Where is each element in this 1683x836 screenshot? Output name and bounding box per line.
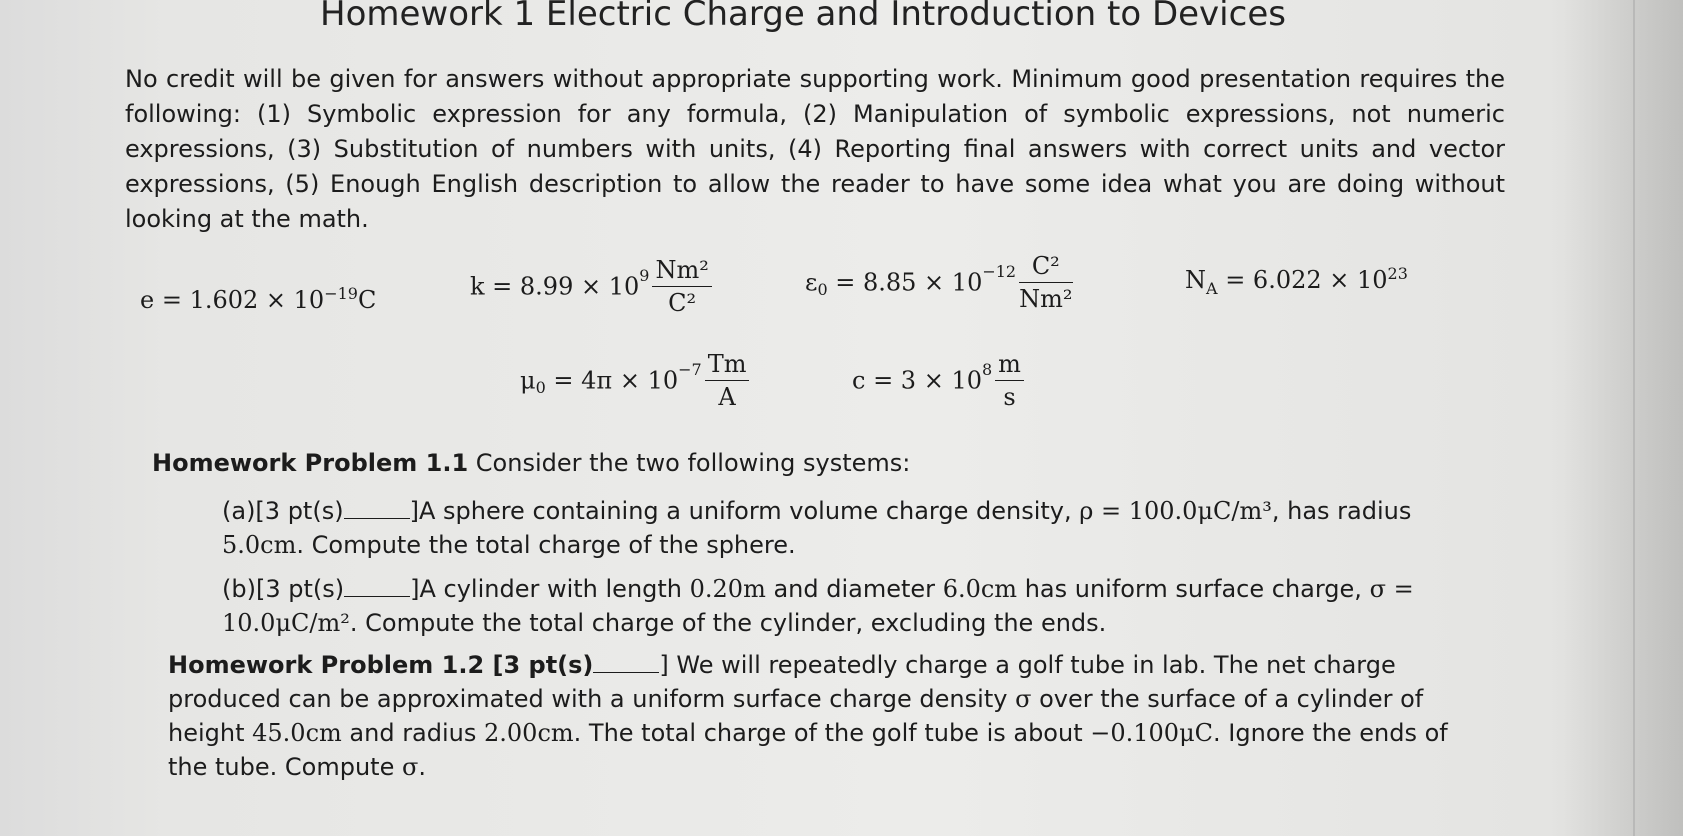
constant-eps0-fraction [1019,252,1072,313]
part-a-score-blank [344,496,410,519]
constant-c-exp: 8 [981,360,993,379]
constant-k-lhs: k = 8.99 × 10 [470,272,640,301]
part-a-text-3: . Compute the total charge of the sphere. [296,531,796,559]
problem-1-2-radius: 2.00cm [484,719,574,747]
part-a-label: (a)[3 pt(s) [222,497,344,525]
constant-mu0-fraction [705,350,750,411]
problem-1-2-sigma: σ [1015,685,1032,713]
constant-k [470,256,712,317]
part-a-text: ]A sphere containing a uniform volume charge density, [409,497,1080,525]
constant-c-fraction [995,350,1024,411]
constant-na-exp: 23 [1387,264,1408,283]
part-b-length: 0.20m [689,575,766,603]
problem-1-2-sigma-2: σ [401,753,419,781]
problem-1-1-part-a [222,494,1482,562]
problem-1-1-heading: Homework Problem 1.1 [152,449,469,477]
problem-1-1-intro: Consider the two following systems: [475,449,911,477]
constant-c-num: m [995,350,1024,381]
constant-mu0 [520,350,749,411]
constant-mu0-lhs: μ [520,366,536,395]
part-a-radius: 5.0cm [222,531,297,559]
part-b-score-blank [344,574,410,597]
problem-1-2-text: ] We will repeatedly charge a golf tube in lab. The net charge produced can be approximated with a uniform surface charge density [168,651,1396,713]
part-b-surface-charge: σ = 10.0μC/m² [222,575,1414,637]
constant-k-exp: 9 [639,266,650,285]
constant-eps0-den: Nm² [1019,285,1073,313]
part-b-text-2: and diameter [765,575,943,603]
part-b-text-3: has uniform surface charge, [1017,575,1370,603]
constant-na-sub: A [1206,278,1218,298]
part-a-text-2: , has radius [1271,497,1412,525]
part-b-text: ]A cylinder with length [410,575,690,603]
part-b-text-4: . Compute the total charge of the cylinder, excluding the ends. [349,609,1107,637]
problem-1-2-height: 45.0cm [252,719,342,747]
constant-eps0-mid: = 8.85 × 10 [827,268,983,297]
constant-k-den: C² [668,289,697,317]
constant-avogadro [1185,264,1408,298]
page-edge-shadow [1563,0,1683,836]
problem-1-1-header [152,446,910,480]
constant-na-lhs: N [1185,266,1206,294]
constant-c-den: s [1003,383,1016,411]
constant-mu0-exp: −7 [678,360,702,379]
constant-na-mid: = 6.022 × 10 [1217,266,1388,294]
constant-e-unit: C [357,286,377,314]
problem-1-2-charge: −0.100μC [1090,719,1214,747]
constant-eps0-num: C² [1019,252,1072,283]
constant-k-num: Nm² [652,256,711,287]
problem-1-2-text-2: over the surface of a cylinder of height [168,685,1424,747]
constant-mu0-num: Tm [705,350,750,381]
constant-e-exp: −19 [324,284,358,303]
part-a-density: ρ = 100.0μC/m³ [1079,497,1272,525]
constant-eps0-sub: 0 [817,279,828,299]
part-b-diameter: 6.0cm [942,575,1018,603]
problem-1-2-text-6: . [418,753,426,781]
constant-mu0-den: A [718,383,736,411]
constant-eps0-lhs: ε [805,268,818,297]
problem-1-2-heading: Homework Problem 1.2 [3 pt(s) [168,651,594,679]
problem-1-2-text-4: . The total charge of the golf tube is about [573,719,1091,747]
page-title: Homework 1 Electric Charge and Introduction to Devices [320,0,1286,34]
constant-k-fraction [652,256,711,317]
constant-mu0-mid: = 4π × 10 [545,366,679,395]
constant-mu0-sub: 0 [535,377,546,397]
constant-e [140,284,376,314]
problem-1-2-text-5: . Ignore the ends of the tube. Compute [168,719,1448,781]
problem-1-2 [168,648,1478,784]
intro-paragraph: No credit will be given for answers without appropriate supporting work. Minimum good presentation requires the following: (1) Symbolic expression for any formula, (2) Manipulation of symbolic expressions, not numeric expressions, (3) Substitution of numbers with units, (4) Reporting final answers with correct units and vector expressions, (5) Enough English description to allow the reader to have some idea what you are doing without looking at the math. [125,65,1505,233]
constant-c-lhs: c = 3 × 10 [852,366,982,395]
constant-eps0 [805,252,1073,313]
part-b-label: (b)[3 pt(s) [222,575,345,603]
constant-eps0-exp: −12 [982,262,1017,281]
problem-1-2-text-3: and radius [341,719,485,747]
constant-c [852,350,1024,411]
problem-1-2-score-blank [593,650,659,673]
problem-1-1-part-b [222,572,1482,640]
constant-e-lhs: e = 1.602 × 10 [140,286,325,314]
